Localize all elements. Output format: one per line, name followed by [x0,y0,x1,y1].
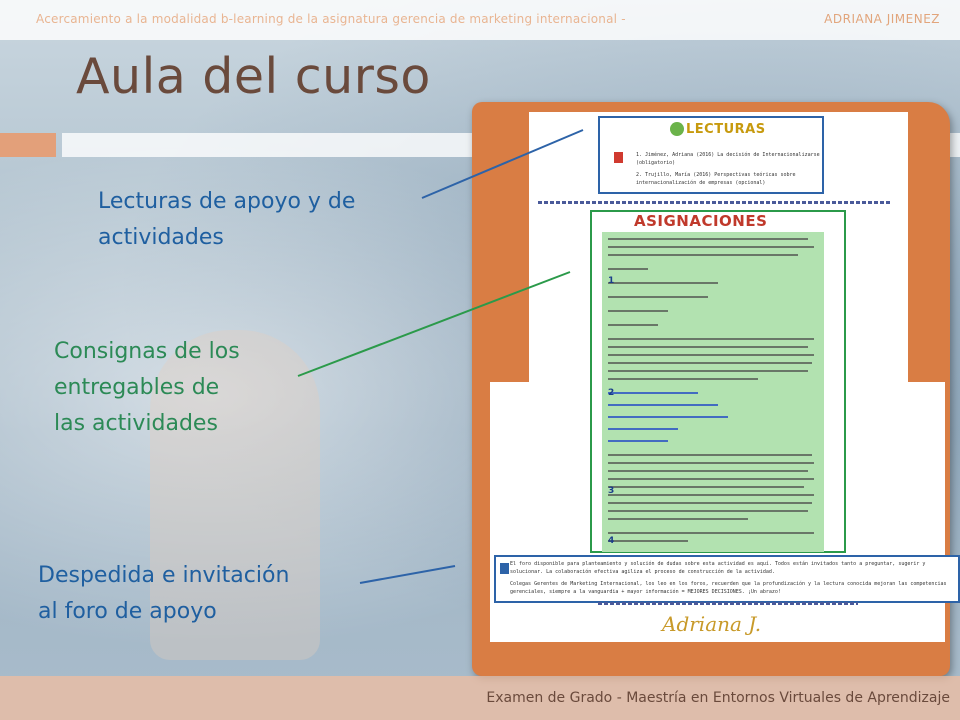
step-number: 4 [608,536,615,546]
callout-line-despedida [360,566,455,583]
forum-link[interactable] [608,392,698,394]
forum-link[interactable] [608,428,678,430]
text-line [608,370,808,372]
text-line [608,494,814,496]
lecturas-title: LECTURAS [686,122,766,137]
text-line [608,282,718,284]
asignaciones-title: ASIGNACIONES [634,212,768,230]
text-line [608,510,808,512]
text-line [608,486,804,488]
label-line: entregables de [54,375,220,400]
label-line: actividades [98,225,224,250]
text-line [608,346,808,348]
footer-text: Examen de Grado - Maestría en Entornos Virtuales de Aprendizaje [486,690,950,706]
text-line [608,478,814,480]
step-number: 1 [608,276,615,286]
book-icon [670,122,684,136]
text-line [608,324,658,326]
text-line [608,454,812,456]
header-bar [0,0,960,40]
text-line [608,246,814,248]
forum-icon [500,563,509,574]
text-line [608,518,748,520]
despedida-line: gerenciales, siempre a la vanguardia + mayor información = MEJORES DECISIONES. ¡Un abrazo! [510,589,781,595]
despedida-line: Colegas Gerentes de Marketing Internacional, los leo en los foros, recuerden que la profundización y la lectura conocida mejoran las competencias [510,581,947,587]
text-line [608,296,708,298]
step-number: 2 [608,388,615,398]
despedida-line: El foro disponible para planteamiento y solución de dudas sobre esta actividad es aquí. Todos están invitados tanto a preguntar, sugerir y [510,561,926,567]
text-line [608,238,808,240]
text-line [608,362,812,364]
slide-title: Aula del curso [76,48,431,105]
text-line [608,532,814,534]
label-line: Despedida e invitación [38,563,290,588]
label-line: Lecturas de apoyo y de [98,189,356,214]
text-line [608,338,814,340]
label-line: las actividades [54,411,218,436]
step-number: 3 [608,486,615,496]
header-subtitle: Acercamiento a la modalidad b-learning de la asignatura gerencia de marketing internacional - [36,12,626,26]
signature: Adriana J. [662,612,762,636]
label-despedida [38,558,289,630]
label-lecturas [98,184,355,256]
text-line [608,254,798,256]
text-line [608,378,758,380]
asignaciones-content [602,232,824,552]
text-line [608,540,688,542]
despedida-line: solucionar. La colaboración efectiva agiliza el proceso de construcción de la actividad. [510,569,775,575]
asignaciones-box [590,210,846,553]
lectura-item-note: internacionalización de empresas (opcional) [636,180,766,186]
forum-link[interactable] [608,404,718,406]
dotted-separator [598,602,858,605]
pdf-icon [614,152,623,163]
label-consignas [54,334,240,442]
label-line: al foro de apoyo [38,599,217,624]
lectura-item[interactable]: 1. Jiménez, Adriana (2016) La decisión de Internacionalizarse [636,152,820,158]
text-line [608,502,812,504]
text-line [608,470,808,472]
lectura-item-note: (obligatorio) [636,160,676,166]
text-line [608,462,814,464]
dotted-separator [538,201,890,204]
text-line [608,310,668,312]
footer-bar [0,676,960,720]
accent-square [0,133,56,157]
text-line [608,354,814,356]
despedida-box [494,555,960,603]
forum-link[interactable] [608,416,728,418]
lecturas-box [598,116,824,194]
forum-link[interactable] [608,440,668,442]
label-line: Consignas de los [54,339,240,364]
lectura-item[interactable]: 2. Trujillo, María (2016) Perspectivas teóricas sobre [636,172,796,178]
text-line [608,268,648,270]
header-author: ADRIANA JIMENEZ [824,12,940,26]
